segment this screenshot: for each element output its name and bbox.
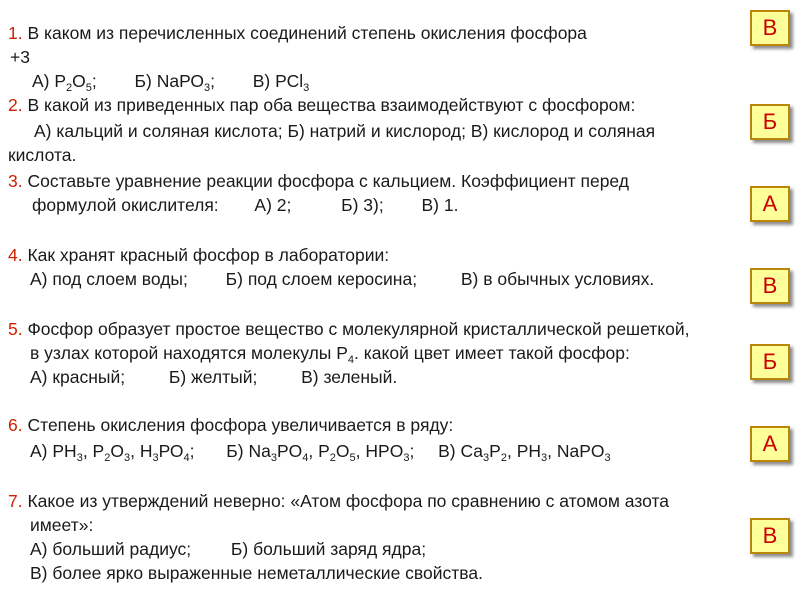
question-4-number: 4. bbox=[8, 245, 23, 265]
q7-option-a: А) больший радиус; bbox=[30, 539, 192, 559]
question-5-options bbox=[30, 366, 397, 388]
question-4-options bbox=[30, 268, 654, 290]
answer-badge-1: В bbox=[750, 10, 790, 46]
q1-option-b: Б) NаРО$_3$; bbox=[134, 71, 215, 94]
question-7-number: 7. bbox=[8, 491, 23, 511]
answer-badge-6: А bbox=[750, 426, 790, 462]
q4-option-c: В) в обычных условиях. bbox=[460, 269, 655, 289]
question-6-number: 6. bbox=[8, 415, 23, 435]
question-1-number: 1. bbox=[8, 23, 23, 43]
q3-option-c: В) 1. bbox=[421, 195, 459, 215]
question-5-number: 5. bbox=[8, 319, 23, 339]
question-5-text bbox=[8, 318, 690, 340]
q5-option-b: Б) желтый; bbox=[168, 367, 258, 387]
q7-option-b: Б) больший заряд ядра; bbox=[230, 539, 427, 559]
q1-option-c: В) РСl$_3$ bbox=[252, 71, 310, 94]
question-5-cont: в узлах которой находятся молекулы $Р_4$. какой цвет имеет такой фосфор: bbox=[30, 343, 630, 366]
q6-option-a: А) $РН_3$, $Р_2О_3$, $Н_3РО_4$; bbox=[30, 441, 195, 464]
question-1-options bbox=[32, 70, 309, 92]
q1-option-a: А) $Р_2О_5$; bbox=[32, 71, 97, 94]
question-1-prompt: В каком из перечисленных соединений степень окисления фосфора bbox=[27, 23, 587, 43]
question-1-text bbox=[8, 22, 587, 44]
question-2-cont: кислота. bbox=[8, 145, 77, 165]
question-7-prompt: Какое из утверждений неверно: «Атом фосфора по сравнению с атомом азота bbox=[27, 491, 670, 511]
question-6-prompt: Степень окисления фосфора увеличивается в ряду: bbox=[27, 415, 454, 435]
q6-option-c: В) $Са_3Р_2$, $РН_3$, NaPO$_3$ bbox=[438, 441, 611, 464]
answer-badge-5: Б bbox=[750, 344, 790, 380]
answer-badge-2: Б bbox=[750, 104, 790, 140]
question-3-cont: формулой окислителя: А) 2; Б) 3); В) 1. bbox=[32, 195, 459, 215]
question-2-prompt: В какой из приведенных пар оба вещества взаимодействуют с фосфором: bbox=[27, 95, 636, 115]
question-2-text bbox=[8, 94, 635, 116]
question-7-cont: имеет»: bbox=[30, 515, 94, 535]
question-5-prompt: Фосфор образует простое вещество с молекулярной кристаллической решеткой, bbox=[27, 319, 690, 339]
question-7-text bbox=[8, 490, 669, 512]
question-2-options: А) кальций и соляная кислота; Б) натрий и кислород; В) кислород и соляная bbox=[34, 121, 656, 141]
question-7-options bbox=[30, 538, 426, 560]
question-4-prompt: Как хранят красный фосфор в лаборатории: bbox=[27, 245, 390, 265]
q4-option-a: А) под слоем воды; bbox=[30, 269, 188, 289]
q3-option-a: А) 2; bbox=[254, 195, 292, 215]
question-4-text bbox=[8, 244, 389, 266]
question-3-text bbox=[8, 170, 629, 192]
q5-option-a: А) красный; bbox=[30, 367, 126, 387]
question-6-options bbox=[30, 440, 611, 462]
question-2-number: 2. bbox=[8, 95, 23, 115]
q3-option-b: Б) 3); bbox=[341, 195, 384, 215]
question-3-prompt: Составьте уравнение реакции фосфора с кальцием. Коэффициент перед bbox=[27, 171, 629, 191]
question-3-number: 3. bbox=[8, 171, 23, 191]
q6-option-b: Б) $Na_3PO_4$, $P_2O_5$, $HPO_3$; bbox=[226, 441, 415, 464]
answer-badge-7: В bbox=[750, 518, 790, 554]
answer-badge-4: В bbox=[750, 268, 790, 304]
question-1-cont: +3 bbox=[10, 47, 30, 67]
q7-option-c: В) более ярко выраженные неметаллические свойства. bbox=[30, 563, 483, 583]
q5-option-c: В) зеленый. bbox=[301, 367, 398, 387]
q4-option-b: Б) под слоем керосина; bbox=[225, 269, 418, 289]
question-6-text bbox=[8, 414, 453, 436]
answer-badge-3: А bbox=[750, 186, 790, 222]
